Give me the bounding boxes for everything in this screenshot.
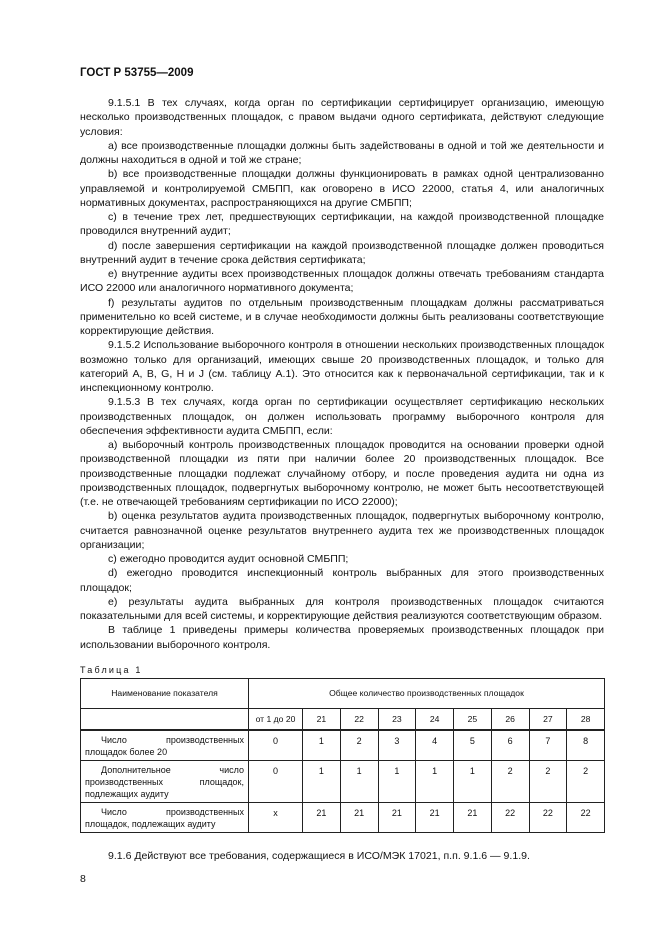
cell: 22 <box>491 802 529 832</box>
cell: 1 <box>303 730 341 761</box>
cell: 1 <box>303 760 341 802</box>
column-header: 23 <box>378 708 416 730</box>
cell: 7 <box>529 730 567 761</box>
cell: 2 <box>567 760 605 802</box>
column-header: 24 <box>416 708 454 730</box>
paragraph: 9.1.5.2 Использование выборочного контроля в отношении нескольких производственных площадок возможно только для организаций, имеющих свыше 20 производственных площадок, и только для категорий A, B, G, H и J (см. таблицу A.1). Это относится как к первоначальной сертификации, так и к инспекционному контролю. <box>80 339 604 394</box>
document-header: ГОСТ Р 53755—2009 <box>80 67 194 79</box>
column-header: 25 <box>454 708 492 730</box>
paragraph: В таблице 1 приведены примеры количества проверяемых производственных площадок при использовании выборочного контроля. <box>80 624 604 651</box>
cell: 1 <box>454 760 492 802</box>
group-header: Общее количество производственных площадок <box>249 678 605 708</box>
data-table <box>80 678 605 833</box>
table-row <box>81 760 605 802</box>
paragraph: d) после завершения сертификации на каждой производственной площадке должен проводиться внутренний аудит в течение срока действия сертификата; <box>80 239 604 266</box>
paragraph: d) ежегодно проводится инспекционный контроль выбранных для этого производственных площадок; <box>80 567 604 594</box>
paragraph: f) результаты аудитов по отдельным производственным площадкам должны рассматриваться применительно ко всей системе, и в случае необходимости должны быть реализованы соответствующие корректирующие действия. <box>80 296 604 337</box>
cell: 1 <box>416 760 454 802</box>
cell: 2 <box>340 730 378 761</box>
paragraph: a) выборочный контроль производственных площадок проводится на основании проверки одной производственной площадки из пяти при наличии более 20 производственных площадок. Все производственные площадки подлежат случайному отбору, и после проведения аудита ни одна из производственных площадок, подвергнутых выборочному контролю, не может быть несоответствующей (т.е. не отвечающей требованиям сертификации по ИСО 22000); <box>80 439 604 508</box>
table-row <box>81 730 605 761</box>
cell: 21 <box>416 802 454 832</box>
cell: 4 <box>416 730 454 761</box>
cell: 22 <box>529 802 567 832</box>
paragraph: c) ежегодно проводится аудит основной СМБПП; <box>108 553 349 565</box>
column-header: 27 <box>529 708 567 730</box>
paragraph: c) в течение трех лет, предшествующих сертификации, на каждой производственной площадке проводился внутренний аудит; <box>80 211 604 238</box>
column-header: 22 <box>340 708 378 730</box>
cell: 21 <box>303 802 341 832</box>
table-caption: Таблица 1 <box>80 664 143 675</box>
column-header: от 1 до 20 <box>249 708 303 730</box>
cell: 21 <box>340 802 378 832</box>
footer-paragraph: 9.1.6 Действуют все требования, содержащиеся в ИСО/МЭК 17021, п.п. 9.1.6 — 9.1.9. <box>108 849 530 862</box>
cell: 22 <box>567 802 605 832</box>
cell: 2 <box>529 760 567 802</box>
column-header: 26 <box>491 708 529 730</box>
column-header: 28 <box>567 708 605 730</box>
paragraph: b) все производственные площадки должны функционировать в рамках одной централизованно управляемой и контролируемой СМБПП, как оговорено в ИСО 22000, статья 4, или аналогичных нормативных документах, распространяющихся на другие СМБПП; <box>80 168 604 209</box>
column-header: Наименование показателя <box>81 678 249 708</box>
cell: 5 <box>454 730 492 761</box>
cell: 6 <box>491 730 529 761</box>
empty-cell <box>81 708 249 730</box>
cell: 21 <box>378 802 416 832</box>
paragraph: e) внутренние аудиты всех производственных площадок должны отвечать требованиям стандарта ИСО 22000 или аналогичного нормативного документа; <box>80 268 604 295</box>
row-label: Число производственных площадок, подлежащих аудиту <box>81 802 249 832</box>
cell: 3 <box>378 730 416 761</box>
cell: 1 <box>340 760 378 802</box>
paragraph: e) результаты аудита выбранных для контроля производственных площадок считаются показательными для всей системы, и корректирующие действия реализуются соответствующим образом. <box>80 595 604 622</box>
paragraph: 9.1.5.1 В тех случаях, когда орган по сертификации сертифицирует организацию, имеющую несколько производственных площадок, с правом выдачи одного сертификата, действуют следующие условия: <box>80 97 604 138</box>
page-number: 8 <box>80 872 86 885</box>
cell: 8 <box>567 730 605 761</box>
cell: x <box>249 802 303 832</box>
table-row <box>81 802 605 832</box>
cell: 1 <box>378 760 416 802</box>
cell: 0 <box>249 730 303 761</box>
paragraph: a) все производственные площадки должны быть задействованы в одной и той же деятельности и должны находиться в одной и той же стране; <box>80 139 604 166</box>
cell: 21 <box>454 802 492 832</box>
row-label: Число производственных площадок более 20 <box>81 730 249 761</box>
document-body <box>80 96 604 652</box>
cell: 0 <box>249 760 303 802</box>
row-label: Дополнительное число производственных площадок, подлежащих аудиту <box>81 760 249 802</box>
paragraph: b) оценка результатов аудита производственных площадок, подвергнутых выборочному контролю, считается равнозначной оценке результатов внутреннего аудита тех же производственных площадок организации; <box>80 510 604 551</box>
column-header: 21 <box>303 708 341 730</box>
cell: 2 <box>491 760 529 802</box>
paragraph: 9.1.5.3 В тех случаях, когда орган по сертификации осуществляет сертификацию нескольких производственных площадок, он должен использовать программу выборочного контроля для обеспечения эффективности аудита СМБПП, если: <box>80 396 604 437</box>
